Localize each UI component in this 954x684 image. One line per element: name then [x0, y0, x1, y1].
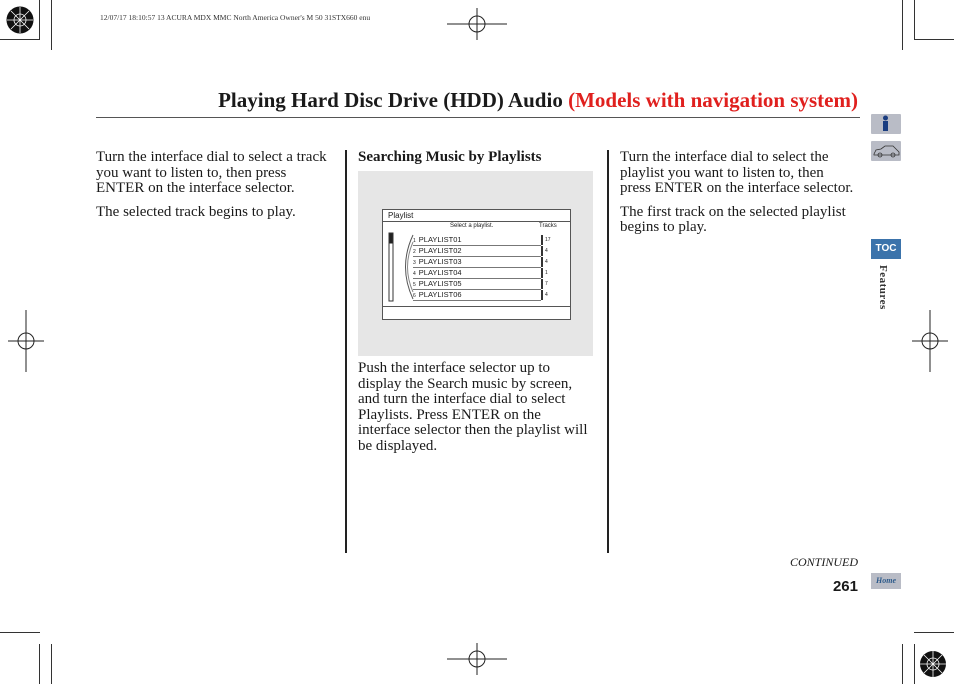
page-title-main: Playing Hard Disc Drive (HDD) Audio — [218, 88, 563, 112]
left-paragraph-2: The selected track begins to play. — [96, 203, 296, 220]
car-icon — [871, 141, 901, 161]
registration-mark-bottom-right — [915, 646, 951, 682]
page-title-highlight: (Models with navigation system) — [568, 88, 858, 112]
playlist-figure — [358, 171, 593, 356]
section-label: Features — [877, 265, 889, 310]
middle-body: Push the interface selector up to display the Search music by screen, and turn the interface dial to select Playlists. Press ENTER on the interface selector then the playlist will be displayed. — [358, 360, 588, 454]
crosshair-left — [8, 310, 44, 372]
list-item[interactable]: 3 PLAYLIST03 — [413, 257, 541, 268]
right-paragraph-1: Turn the interface dial to select the playlist you want to listen to, then press ENTER on the interface selector. — [620, 149, 854, 197]
crosshair-bottom — [447, 643, 507, 675]
right-paragraph-2: The first track on the selected playlist begins to play. — [620, 203, 846, 236]
middle-heading: Searching Music by Playlists — [358, 149, 542, 165]
list-item[interactable]: 6 PLAYLIST06 — [413, 290, 541, 301]
track-count: 7 — [541, 279, 557, 289]
right-column — [620, 150, 858, 244]
print-meta: 12/07/17 18:10:57 13 ACURA MDX MMC North America Owner's M 50 31STX660 enu — [100, 13, 371, 22]
track-count: 4 — [541, 246, 557, 256]
toc-button[interactable]: TOC — [871, 239, 901, 259]
left-column — [96, 150, 338, 228]
column-divider-1 — [345, 150, 347, 553]
info-icon — [871, 114, 901, 134]
screen-title: Playlist — [383, 210, 570, 222]
screen-bottom-bar — [383, 306, 570, 307]
title-rule — [96, 117, 860, 118]
list-item[interactable]: 5 PLAYLIST05 — [413, 279, 541, 290]
track-count: 17 — [541, 235, 557, 245]
list-item[interactable]: 4 PLAYLIST04 — [413, 268, 541, 279]
track-count: 4 — [541, 257, 557, 267]
registration-mark-top-left — [2, 2, 38, 38]
screen-tracks-label: Tracks — [539, 223, 557, 229]
track-count: 4 — [541, 290, 557, 300]
scroll-indicator-icon — [388, 232, 414, 302]
home-button[interactable]: Home — [871, 573, 901, 589]
info-button[interactable] — [871, 114, 901, 134]
list-item[interactable]: 2 PLAYLIST02 — [413, 246, 541, 257]
left-paragraph-1: Turn the interface dial to select a track you want to listen to, then press ENTER on the interface selector. — [96, 149, 327, 197]
playlist-screen — [382, 209, 571, 320]
list-item[interactable]: 1 PLAYLIST01 — [413, 235, 541, 246]
track-count: 1 — [541, 268, 557, 278]
column-divider-2 — [607, 150, 609, 553]
crosshair-right — [912, 310, 948, 372]
crosshair-top — [447, 8, 507, 40]
page-number: 261 — [832, 578, 858, 595]
screen-prompt: Select a playlist. — [450, 223, 494, 229]
car-button[interactable] — [871, 141, 901, 161]
continued-label: CONTINUED — [789, 555, 858, 569]
page-title — [218, 88, 858, 113]
